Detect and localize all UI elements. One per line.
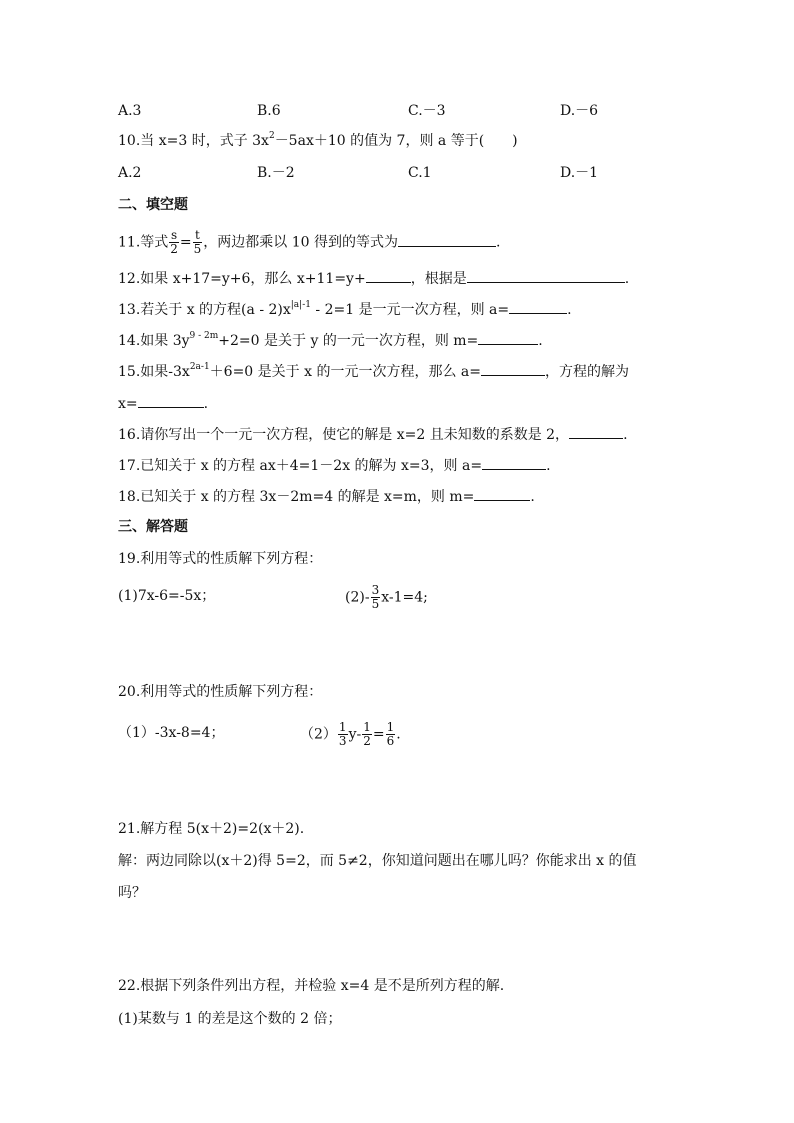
- question-10: 10.当 x=3 时，式子 $3x^2-5ax+10$ 的值为 7，则 a 等于( ): [118, 131, 518, 149]
- q9-option-a: A.3: [118, 103, 142, 119]
- q10-option-a: A.2: [118, 165, 142, 181]
- fraction-3-over-5: $\frac{3}{5}$: [371, 583, 380, 611]
- question-18: 18.已知关于 x 的方程 3x－2m=4 的解是 x=m，则 m= .: [118, 486, 535, 507]
- fraction-1-over-3: $\frac{1}{3}$: [338, 720, 347, 748]
- fraction-1-over-6: $\frac{1}{6}$: [386, 720, 395, 748]
- question-17: 17.已知关于 x 的方程 ax＋4=1－2x 的解为 x=3，则 a= .: [118, 455, 551, 476]
- section-title-answer: 三、解答题: [118, 519, 188, 535]
- question-15-line-2: x= .: [118, 393, 208, 414]
- question-20-part-1: （1）-3x-8=4；: [118, 725, 225, 741]
- question-19-part-2: (2)- $\frac{3}{5}$ x-1=4;: [345, 583, 428, 611]
- question-14: 14.如果 $3y^{9 - 2m}+2=0$ 是关于 y 的一元一次方程，则 m= .: [118, 331, 543, 349]
- question-16: 16.请你写出一个一元一次方程，使它的解是 x=2 且未知数的系数是 2， .: [118, 424, 628, 445]
- answer-blank[interactable]: [398, 232, 496, 247]
- question-21-title: 21.解方程 5(x＋2)=2(x＋2).: [118, 821, 305, 837]
- question-13: 13.若关于 x 的方程$(a - 2)x^{|a|-1} - 2=1$ 是一元一次方程，则 a= .: [118, 300, 572, 318]
- question-21-line-1: 解：两边同除以(x＋2)得 5=2，而 5≠2，你知道问题出在哪儿吗？你能求出 x 的值: [118, 853, 637, 869]
- answer-blank[interactable]: [474, 486, 530, 501]
- question-19-title: 19.利用等式的性质解下列方程：: [118, 551, 323, 567]
- fraction-t-over-5: $\frac{t}{5}$: [193, 228, 202, 256]
- question-12: 12.如果 x+17=y+6，那么 x+11=y+ ，根据是 .: [118, 268, 629, 289]
- question-22-title: 22.根据下列条件列出方程，并检验 x=4 是不是所列方程的解.: [118, 978, 505, 994]
- answer-blank[interactable]: [366, 268, 411, 283]
- answer-blank[interactable]: [478, 330, 538, 345]
- fraction-s-over-2: $\frac{s}{2}$: [170, 228, 178, 256]
- q10-option-b: B.－2: [257, 165, 295, 181]
- q9-option-b: B.6: [257, 103, 281, 119]
- answer-blank[interactable]: [481, 361, 545, 376]
- q9-option-c: C.－3: [408, 103, 446, 119]
- question-20-title: 20.利用等式的性质解下列方程：: [118, 684, 323, 700]
- answer-blank[interactable]: [569, 424, 623, 439]
- answer-blank[interactable]: [482, 455, 546, 470]
- answer-blank[interactable]: [467, 268, 625, 283]
- question-21-line-2: 吗？: [118, 885, 146, 901]
- question-22-part-1: (1)某数与 1 的差是这个数的 2 倍；: [118, 1011, 342, 1027]
- q9-option-d: D.－6: [560, 103, 599, 119]
- q10-option-c: C.1: [408, 165, 432, 181]
- answer-blank[interactable]: [509, 299, 567, 314]
- fraction-1-over-2: $\frac{1}{2}$: [363, 720, 371, 748]
- q10-option-d: D.－1: [560, 165, 599, 181]
- section-title-fill-in: 二、填空题: [118, 197, 188, 213]
- question-15: 15.如果$-3x^{2a-1}+6=0$ 是关于 x 的一元一次方程，那么 a= ，方程的解为: [118, 362, 629, 380]
- question-20-part-2: （2） $\frac{1}{3}$ y- $\frac{1}{2}$ = $\frac{1}{6}$ .: [300, 720, 401, 748]
- question-19-part-1: (1)7x-6=-5x；: [118, 588, 216, 604]
- question-11: 11.等式 $\frac{s}{2}$ = $\frac{t}{5}$ ，两边都乘以 10 得到的等式为 .: [118, 228, 501, 256]
- answer-blank[interactable]: [138, 393, 204, 408]
